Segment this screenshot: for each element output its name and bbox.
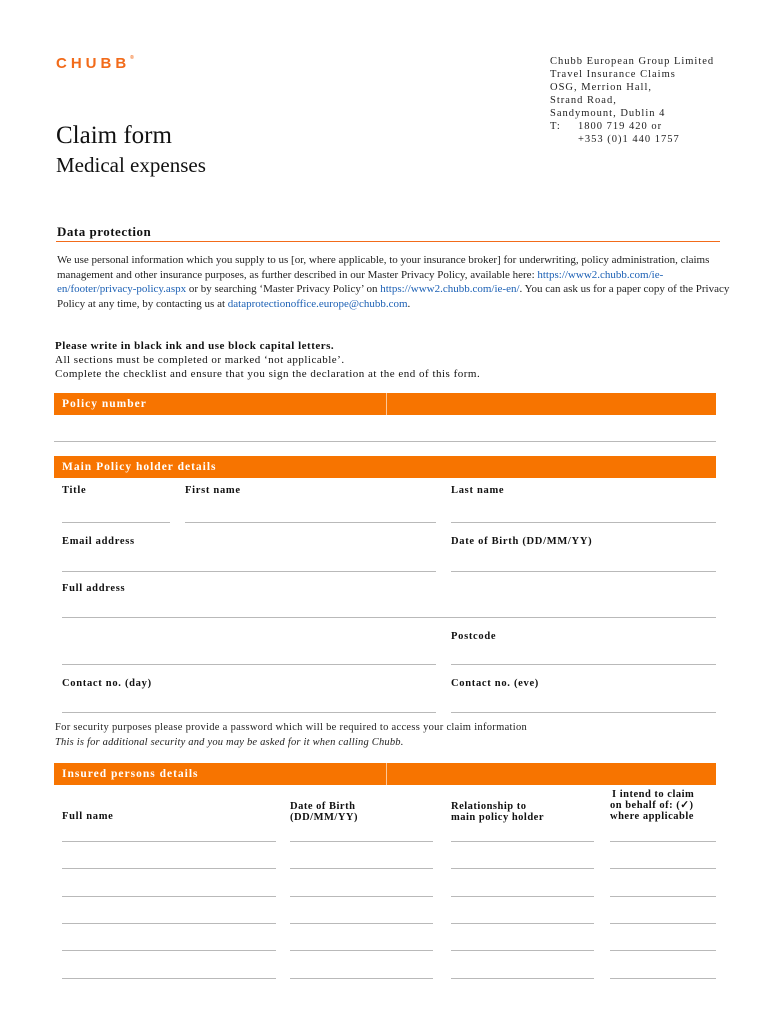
phone-label: T:: [550, 121, 561, 132]
contact-eve-field[interactable]: [451, 712, 716, 713]
first-name-label: First name: [185, 485, 241, 496]
section-rule: [56, 241, 720, 242]
chubb-logo: CHUBB®: [56, 55, 134, 72]
instructions: [55, 339, 480, 381]
main-holder-header: Main Policy holder details: [54, 456, 716, 478]
insured-row-4-relationship-field[interactable]: [451, 923, 594, 924]
form-subtitle: Medical expenses: [56, 153, 206, 177]
data-protection-text: We use personal information which you supply to us [or, where applicable, to your insurance broker] for underwriting, policy administration, claims management and other insurance purposes, as further described in our Master Privacy Policy, available here: https://www2.chubb.com/ie-en/footer/privacy-policy.aspx or by searching ‘Master Privacy Policy’ on https://www2.chubb.com/ie-en/. You can ask us for a paper copy of the Privacy Policy at any time, by contacting us at dataprotectionoffice.europe@chubb.com.: [57, 254, 730, 310]
insured-row-3-claim-check-field[interactable]: [610, 896, 716, 897]
insured-row-4-dob-field[interactable]: [290, 923, 433, 924]
insured-row-3-dob-field[interactable]: [290, 896, 433, 897]
email-label: Email address: [62, 536, 135, 547]
address-line: OSG, Merrion Hall,: [550, 82, 652, 93]
postcode-field[interactable]: [451, 664, 716, 665]
insured-row-extra-dob-field[interactable]: [290, 950, 433, 951]
phone-line-2: [550, 133, 714, 146]
dob-field[interactable]: [451, 571, 716, 572]
first-name-field[interactable]: [185, 522, 436, 523]
data-protection-heading: Data protection: [57, 224, 152, 239]
company-address: [550, 55, 714, 146]
address-field-line-2[interactable]: [62, 664, 436, 665]
dob-column-header: Date of Birth (DD/MM/YY): [290, 801, 358, 823]
security-note: For security purposes please provide a password which will be required to access your claim information: [55, 722, 528, 733]
privacy-policy-link[interactable]: https://www2.chubb.com/ie-en/footer/privacy-policy.aspx: [57, 268, 664, 295]
insured-row-4-full-name-field[interactable]: [62, 923, 276, 924]
insured-row-5-relationship-field[interactable]: [451, 978, 594, 979]
last-name-label: Last name: [451, 485, 505, 496]
insured-persons-header: Insured persons details: [54, 763, 716, 785]
insured-row-extra-relationship-field[interactable]: [451, 950, 594, 951]
address-line: Travel Insurance Claims: [550, 69, 676, 80]
insured-row-2-relationship-field[interactable]: [451, 868, 594, 869]
phone-number-2: +353 (0)1 440 1757: [578, 134, 680, 145]
relationship-column-header: Relationship to main policy holder: [451, 801, 545, 823]
insured-row-extra-claim-check-field[interactable]: [610, 950, 716, 951]
insured-row-5-full-name-field[interactable]: [62, 978, 276, 979]
email-field[interactable]: [62, 571, 436, 572]
insured-row-2-dob-field[interactable]: [290, 868, 433, 869]
full-address-label: Full address: [62, 583, 126, 594]
insured-row-2-full-name-field[interactable]: [62, 868, 276, 869]
insured-row-1-full-name-field[interactable]: [62, 841, 276, 842]
dob-label: Date of Birth (DD/MM/YY): [451, 536, 593, 547]
contact-day-field[interactable]: [62, 712, 436, 713]
address-line: Sandymount, Dublin 4: [550, 108, 666, 119]
insured-row-5-claim-check-field[interactable]: [610, 978, 716, 979]
chubb-site-link[interactable]: https://www2.chubb.com/ie-en/: [380, 283, 520, 295]
contact-day-label: Contact no. (day): [62, 678, 152, 689]
policy-number-header: Policy number: [54, 393, 716, 415]
phone-number-1: 1800 719 420 or: [578, 121, 663, 132]
instruction-line: Please write in black ink and use block capital letters.: [55, 340, 335, 352]
dpo-email-link[interactable]: dataprotectionoffice.europe@chubb.com: [227, 297, 408, 310]
title-label: Title: [62, 485, 87, 496]
instruction-line: All sections must be completed or marked ‘not applicable’.: [55, 354, 345, 366]
insured-row-5-dob-field[interactable]: [290, 978, 433, 979]
address-field-line-1[interactable]: [62, 617, 716, 618]
contact-eve-label: Contact no. (eve): [451, 678, 540, 689]
instruction-line: Complete the checklist and ensure that you sign the declaration at the end of this form.: [55, 368, 481, 380]
insured-row-4-claim-check-field[interactable]: [610, 923, 716, 924]
address-line: Strand Road,: [550, 95, 617, 106]
full-name-column-header: Full name: [62, 811, 114, 822]
insured-row-1-claim-check-field[interactable]: [610, 841, 716, 842]
insured-row-3-relationship-field[interactable]: [451, 896, 594, 897]
security-note-italic: This is for additional security and you may be asked for it when calling Chubb.: [55, 737, 404, 748]
policy-number-field[interactable]: [54, 441, 716, 442]
phone-line: [550, 120, 714, 133]
insured-row-3-full-name-field[interactable]: [62, 896, 276, 897]
form-title: Claim form: [56, 122, 172, 149]
claim-on-behalf-column-header: I intend to claim on behalf of: (✓) where applicable: [610, 789, 695, 822]
insured-row-2-claim-check-field[interactable]: [610, 868, 716, 869]
title-field[interactable]: [62, 522, 170, 523]
postcode-label: Postcode: [451, 631, 497, 642]
insured-row-extra-full-name-field[interactable]: [62, 950, 276, 951]
insured-row-1-relationship-field[interactable]: [451, 841, 594, 842]
address-line: Chubb European Group Limited: [550, 56, 715, 67]
last-name-field[interactable]: [451, 522, 716, 523]
insured-row-1-dob-field[interactable]: [290, 841, 433, 842]
